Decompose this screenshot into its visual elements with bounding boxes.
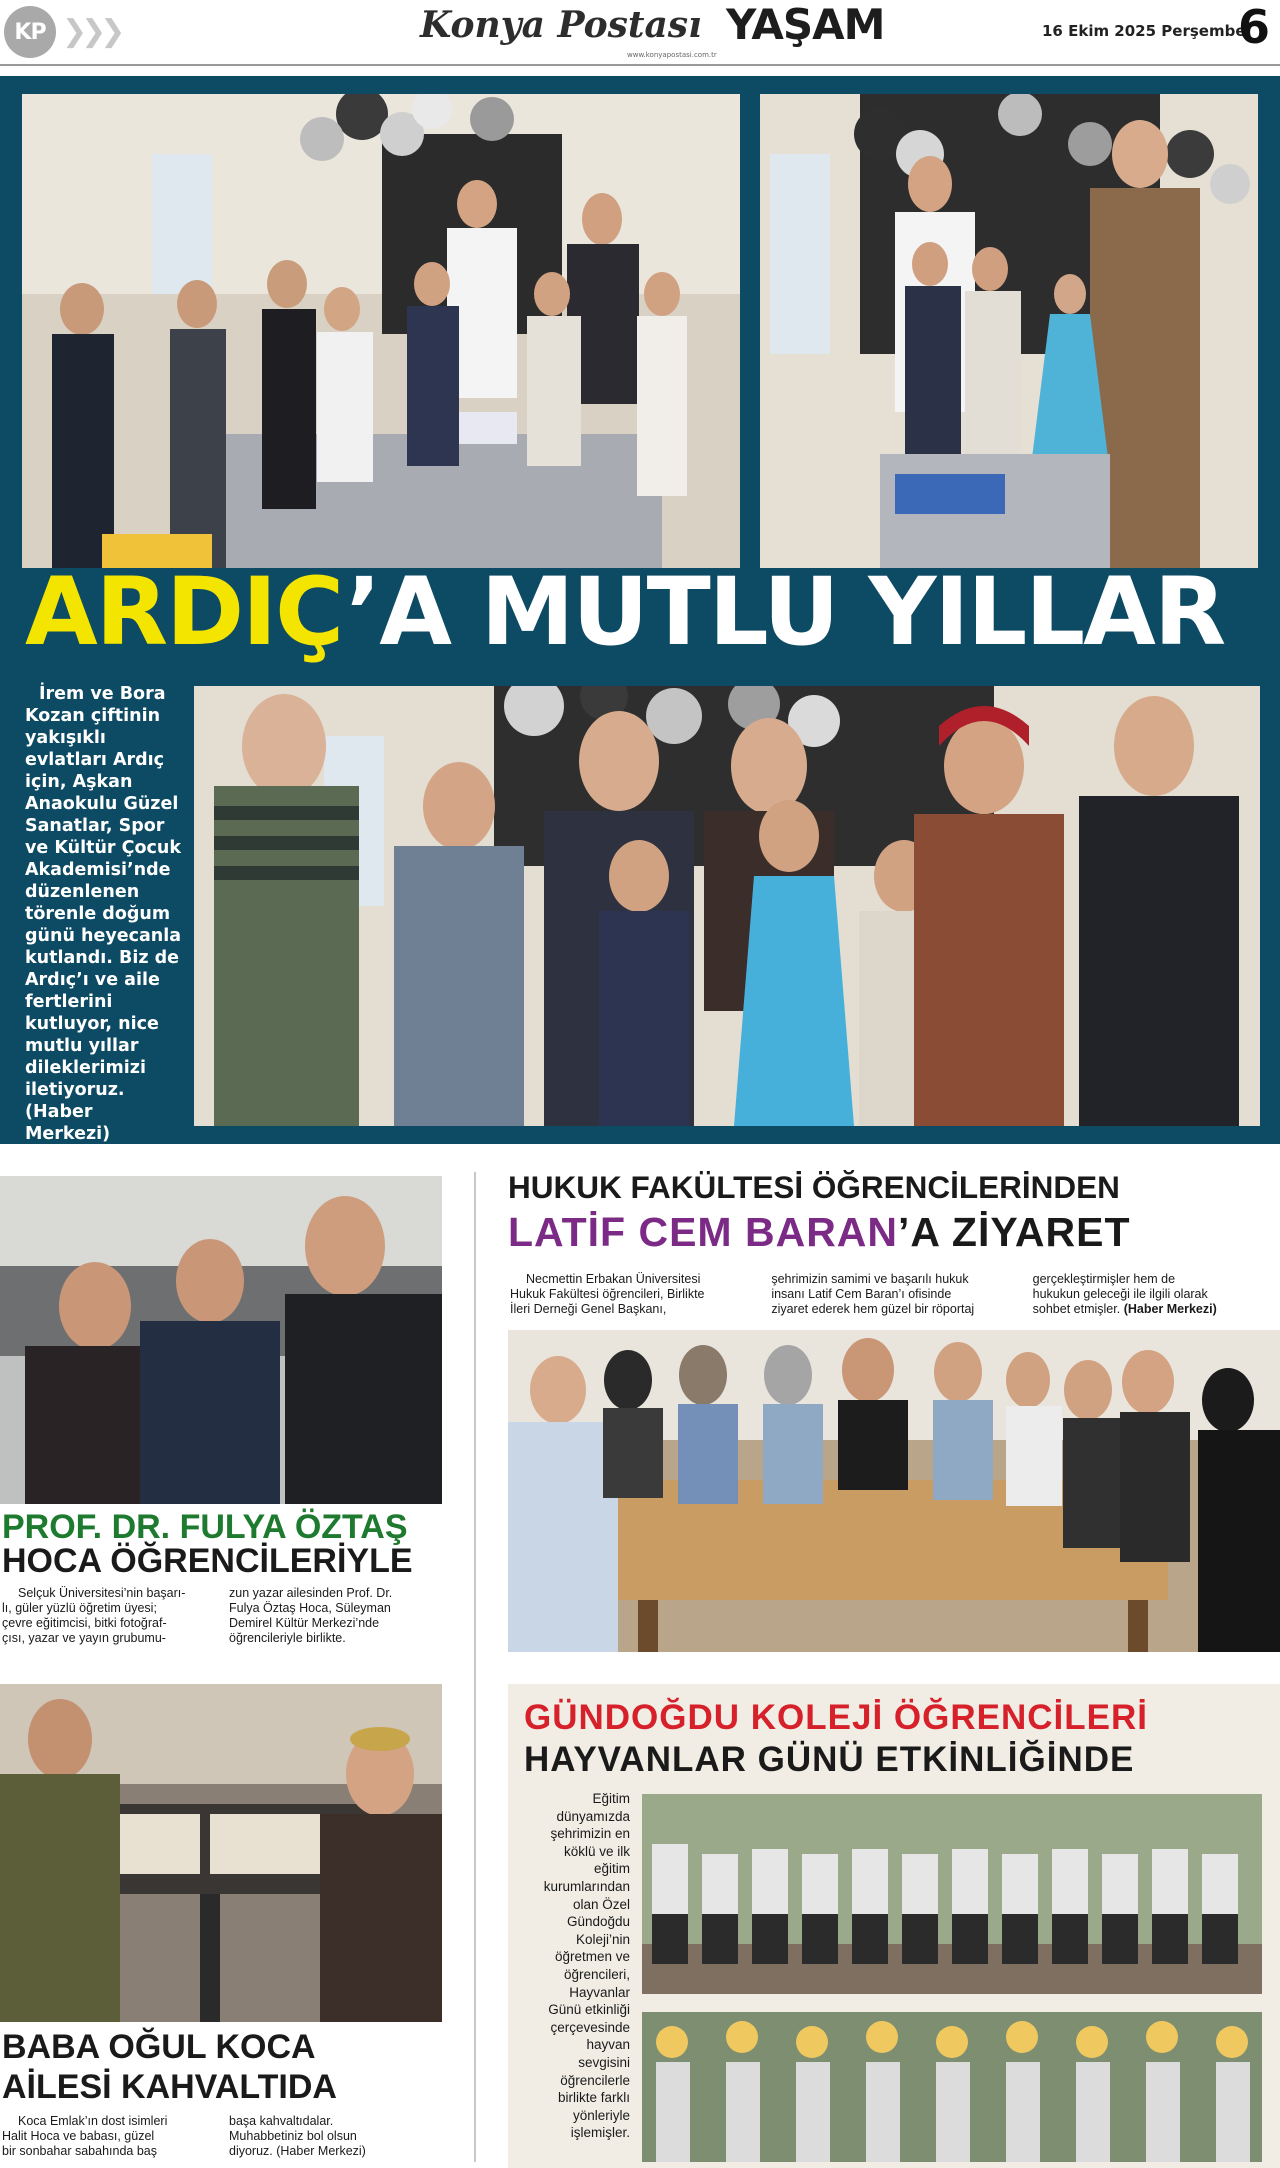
text-line: diyoruz. (Haber Merkezi) [229, 2144, 366, 2158]
text-line: zun yazar ailesinden Prof. Dr. [229, 1586, 393, 1600]
text-line: Fulya Öztaş Hoca, Süleyman [229, 1601, 391, 1615]
hukuk-headline-line2 [508, 1209, 1131, 1255]
masthead [0, 0, 1280, 66]
story-line: iletiyoruz. [25, 1080, 125, 1100]
paper-logo: KP [4, 6, 56, 58]
chevron-right-icon: ❯❯❯ [62, 14, 120, 49]
text-line: öğrencileriyle birlikte. [229, 1631, 346, 1645]
story-line: öğretmen ve [554, 1949, 630, 1965]
text-line: Demirel Kültür Merkezi’nde [229, 1616, 380, 1630]
text-line [1033, 1302, 1280, 1317]
text-line: çısı, yazar ve yayın grubumu- [2, 1631, 166, 1645]
text-line: Halit Hoca ve babası, güzel [2, 2129, 155, 2143]
story-line: köklü ve ilk [563, 1843, 630, 1859]
story-line: birlikte farklı [557, 2090, 630, 2106]
text-line: Necmettin Erbakan Üniversitesi [526, 1272, 701, 1286]
story-line: fertlerini [25, 992, 113, 1012]
page-number: 6 [1238, 0, 1271, 54]
hukuk-headline-line1: HUKUK FAKÜLTESİ ÖĞRENCİLERİNDEN [508, 1169, 1120, 1205]
story-line: Kozan çiftinin [25, 706, 161, 726]
story-line: şehrimizin en [550, 1826, 630, 1842]
text-column [229, 2114, 442, 2159]
story-line: yakışıklı [25, 728, 106, 748]
text-column [510, 1272, 757, 1317]
section-name: YAŞAM [726, 0, 885, 49]
issue-date: 16 Ekim 2025 Perşembe [1042, 22, 1246, 40]
story-line: Eğitim [592, 1791, 630, 1806]
gundogdu-story-text [516, 1790, 630, 2142]
column-divider [474, 1172, 476, 2162]
story-line: Koleji’nin [575, 1931, 630, 1947]
site-url: www.konyapostasi.com.tr [627, 51, 717, 59]
story-line: dünyamızda [556, 1808, 630, 1824]
koca-headline-line1: BABA OĞUL KOCA [2, 2028, 316, 2066]
birthday-family-photo [194, 686, 1260, 1126]
oztas-story-text [2, 1586, 442, 1646]
gundogdu-headline-line2: HAYVANLAR GÜNÜ ETKİNLİĞİNDE [524, 1740, 1135, 1779]
headline-rest: ’A MUTLU YILLAR [345, 558, 1225, 667]
hukuk-visit-photo [508, 1330, 1280, 1652]
story-line: Günü etkinliği [548, 2002, 630, 2018]
text-column [771, 1272, 1018, 1317]
paper-name: Konya Postası [420, 4, 702, 46]
story-line: öğrencilerle [560, 2072, 630, 2088]
gundogdu-students-photo-1 [642, 1794, 1262, 1994]
story-line: kurumlarından [543, 1878, 630, 1894]
hukuk-headline-rest: ’A ZİYARET [898, 1209, 1131, 1255]
story-line: kutluyor, nice [25, 1014, 159, 1034]
story-line: kutlandı. Biz de [25, 948, 180, 968]
story-line: için, Aşkan [25, 772, 133, 792]
gundogdu-headline-line1: GÜNDOĞDU KOLEJİ ÖĞRENCİLERİ [524, 1698, 1148, 1737]
text-line: başa kahvaltıdalar. [229, 2114, 334, 2128]
text-column [2, 2114, 215, 2159]
text-line: şehrimizin samimi ve başarılı hukuk [771, 1272, 969, 1286]
story-line: günü heyecanla [25, 926, 182, 946]
story-line: çerçevesinde [550, 2019, 630, 2035]
text-line: bir sonbahar sabahında baş [2, 2144, 157, 2158]
hukuk-story-text [510, 1272, 1280, 1317]
oztas-headline-line1: PROF. DR. FULYA ÖZTAŞ [2, 1508, 408, 1546]
story-line: olan Özel [572, 1896, 630, 1912]
story-line: düzenlenen [25, 882, 140, 902]
story-line: öğrencileri, [563, 1966, 630, 1982]
text-line: Koca Emlak’ın dost isimleri [18, 2114, 168, 2128]
text-line: İleri Derneği Genel Başkanı, [510, 1302, 667, 1316]
text-line: lı, güler yüzlü öğretim üyesi; [2, 1601, 157, 1615]
story-line: işlemişler. [570, 2125, 630, 2141]
story-line: dileklerimizi [25, 1058, 146, 1078]
news-source: (Haber Merkezi) [1123, 1302, 1217, 1316]
text-line: Hukuk Fakültesi öğrencileri, Birlikte [510, 1287, 705, 1301]
text-line: çevre eğitimcisi, bitki fotoğraf- [2, 1616, 167, 1630]
text-line: gerçekleştirmişler hem de [1032, 1272, 1176, 1286]
gundogdu-students-photo-2 [642, 2012, 1262, 2162]
koca-headline-line2: AİLESİ KAHVALTIDA [2, 2068, 337, 2106]
story-line: sevgisini [578, 2054, 630, 2070]
hukuk-headline-name: LATİF CEM BARAN [508, 1209, 899, 1255]
text-line: hukukun geleceği ile ilgili olarak [1032, 1287, 1208, 1301]
story-line: Akademisi’nde [25, 860, 171, 880]
text-line: Muhabbetiniz bol olsun [229, 2129, 357, 2143]
text-line-part: sohbet etmişler. [1032, 1302, 1121, 1316]
story-line: Anaokulu Güzel [25, 794, 179, 814]
birthday-headline [25, 558, 1225, 667]
text-line: insanı Latif Cem Baran’ı ofisinde [771, 1287, 952, 1301]
story-line: Ardıç’ı ve aile [25, 970, 160, 990]
text-line: Selçuk Üniversitesi’nin başarı- [18, 1586, 186, 1600]
koca-story-text [2, 2114, 442, 2159]
birthday-story-text [25, 683, 183, 1145]
birthday-group-photo-1 [22, 94, 740, 568]
text-column [2, 1586, 215, 1646]
story-line: hayvan [586, 2037, 630, 2053]
story-line: yönleriyle [572, 2107, 630, 2123]
text-line: ziyaret ederek hem güzel bir röportaj [771, 1302, 975, 1316]
story-line: eğitim [593, 1861, 630, 1877]
story-line: (Haber Merkezi) [25, 1102, 111, 1144]
story-line: Sanatlar, Spor [25, 816, 165, 836]
birthday-group-photo-2 [760, 94, 1258, 568]
koca-breakfast-photo [0, 1684, 442, 2022]
headline-name: ARDIÇ [25, 558, 346, 667]
story-line: evlatları Ardıç [25, 750, 165, 770]
oztas-students-photo [0, 1176, 442, 1504]
story-line: Gündoğdu [566, 1914, 630, 1930]
text-column [1033, 1272, 1280, 1317]
story-line: İrem ve Bora [39, 684, 166, 704]
story-line: ve Kültür Çocuk [25, 838, 181, 858]
story-line: Hayvanlar [569, 1984, 630, 2000]
story-line: mutlu yıllar [25, 1036, 139, 1056]
oztas-headline-line2: HOCA ÖĞRENCİLERİYLE [2, 1542, 413, 1580]
story-line: törenle doğum [25, 904, 171, 924]
text-column [229, 1586, 442, 1646]
